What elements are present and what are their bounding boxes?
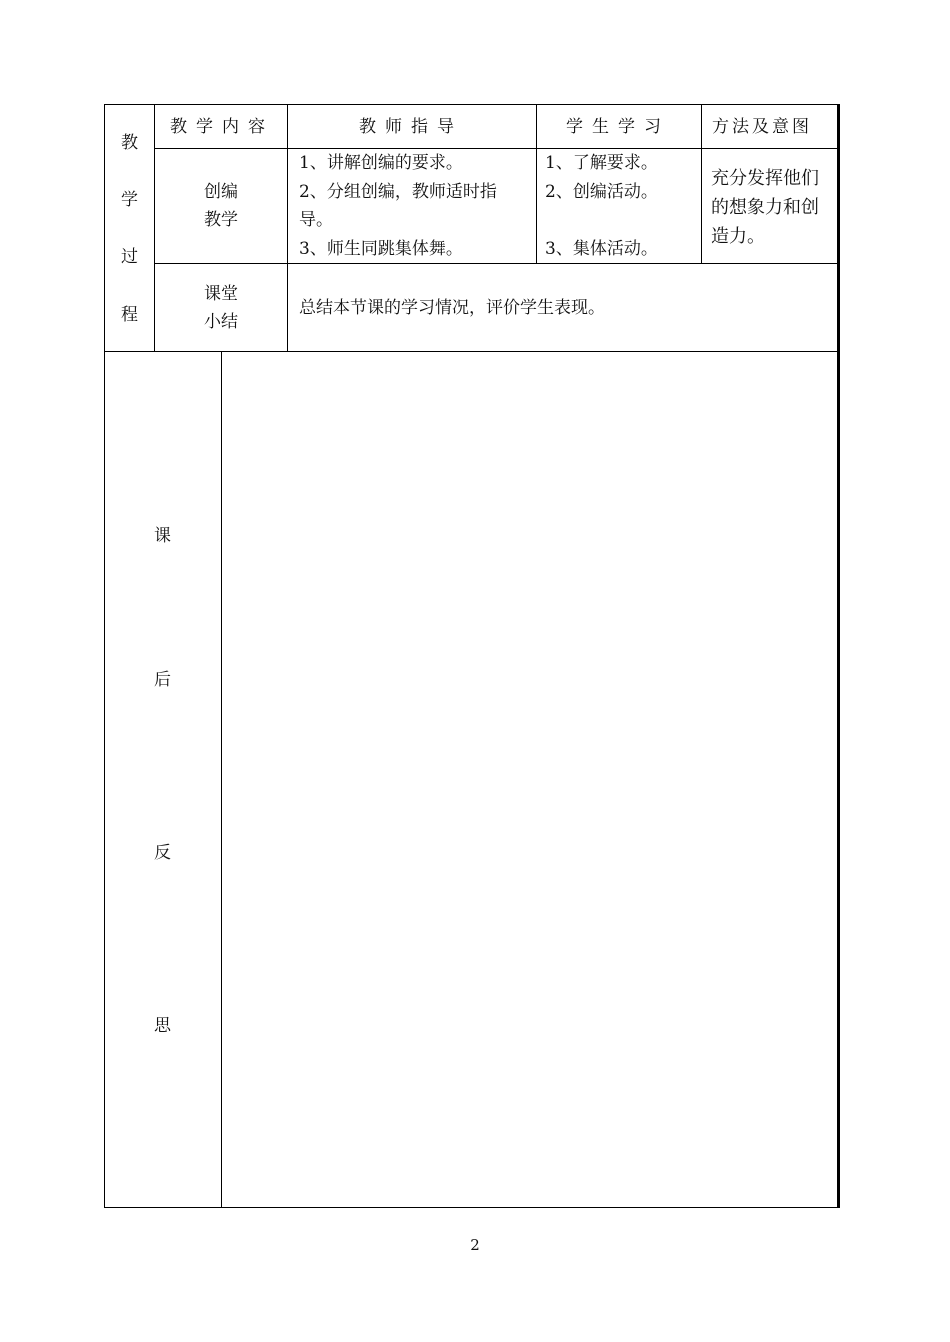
teacher-guidance-line: 导。 xyxy=(299,210,333,230)
page-number: 2 xyxy=(470,1236,480,1254)
header-teacher: 教师指导 xyxy=(359,117,463,137)
header-student: 学生学习 xyxy=(566,117,670,137)
reflection-label-char: 后 xyxy=(154,670,171,690)
header-method: 方法及意图 xyxy=(712,117,812,137)
student-learning-line: 2、创编活动。 xyxy=(545,182,658,202)
method-intent-line: 的想象力和创 xyxy=(711,197,819,218)
method-intent-line: 造力。 xyxy=(711,226,765,247)
reflection-label-char: 反 xyxy=(154,843,171,863)
lesson-summary-text: 总结本节课的学习情况，评价学生表现。 xyxy=(299,298,605,318)
header-content: 教学内容 xyxy=(170,117,274,137)
side-label-char: 过 xyxy=(121,247,138,267)
reflection-label-char: 思 xyxy=(154,1016,171,1036)
reflection-body[interactable] xyxy=(222,352,837,1207)
row-content-line: 创编 xyxy=(204,182,238,202)
teacher-guidance-line: 3、师生同跳集体舞。 xyxy=(299,239,463,259)
teacher-guidance-line: 2、分组创编，教师适时指 xyxy=(299,182,497,202)
teacher-guidance-line: 1、讲解创编的要求。 xyxy=(299,153,463,173)
side-label-char: 教 xyxy=(121,133,138,153)
student-learning-line: 1、了解要求。 xyxy=(545,153,658,173)
side-label-char: 学 xyxy=(121,190,138,210)
row-content-line: 教学 xyxy=(204,210,238,230)
method-intent-line: 充分发挥他们 xyxy=(711,168,819,189)
reflection-label-char: 课 xyxy=(154,526,171,546)
side-label-char: 程 xyxy=(121,305,138,325)
row-content-line: 课堂 xyxy=(204,284,238,304)
row-content-line: 小结 xyxy=(204,312,238,332)
student-learning-line: 3、集体活动。 xyxy=(545,239,658,259)
